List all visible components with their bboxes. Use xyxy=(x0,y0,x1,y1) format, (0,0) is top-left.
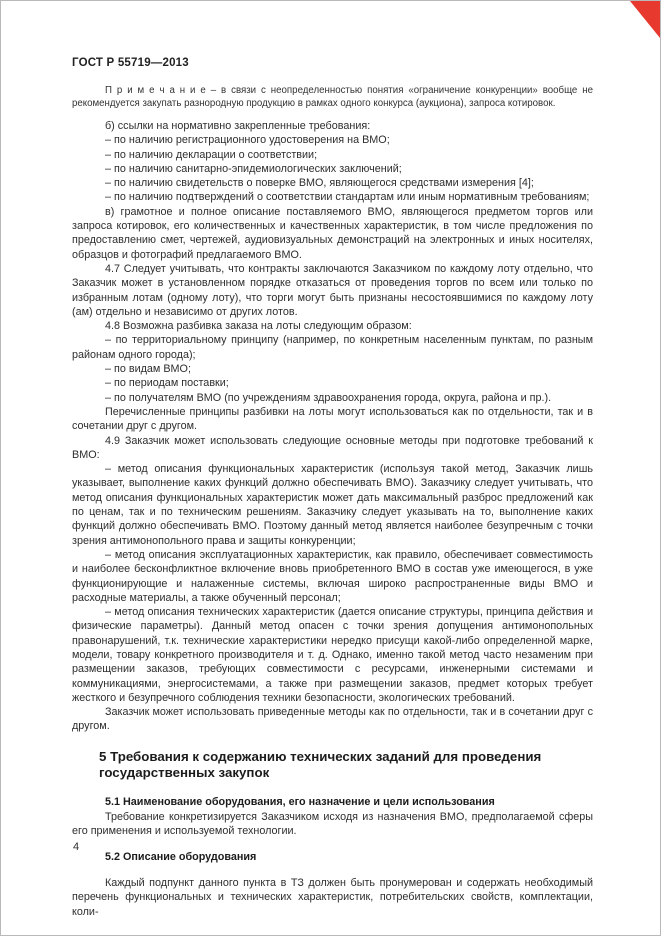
section-5-2-title: 5.2 Описание оборудования xyxy=(105,850,257,863)
ref-item: – по наличию подтверждений о соответствии стандартам или иным нормативным требованиям; xyxy=(105,191,590,204)
ref-item: – по наличию регистрационного удостоверения на ВМО; xyxy=(105,134,390,147)
ref-item: – по наличию санитарно-эпидемиологических заключений; xyxy=(105,162,402,175)
method-item: – метод описания эксплуатационных характеристик, как правило, обеспечивает совместимость и наиболее бесконфликтное включение вновь приобретенного ВМО в состав уже имеющегося, в уже функционирующие и налаженные системы, включая широко распространенные виды ВМО и расходные материалы, а также обученный персонал; xyxy=(72,548,593,604)
section-5-1-title: 5.1 Наименование оборудования, его назначение и цели использования xyxy=(105,795,495,808)
ref-item: – по наличию декларации о соответствии; xyxy=(105,148,318,161)
red-corner-marker-icon xyxy=(630,1,660,38)
clause-b: б) ссылки на нормативно закрепленные требования: xyxy=(105,120,371,132)
methods-combine-paragraph: Заказчик может использовать приведенные методы как по отдельности, так и в сочетании друг с другом. xyxy=(72,706,593,733)
ref-item: – по наличию свидетельств о поверке ВМО, являющегося средствами измерения [4]; xyxy=(105,177,534,190)
document-number: ГОСТ Р 55719—2013 xyxy=(72,57,189,69)
section-5-1-text: Требование конкретизируется Заказчиком исходя из назначения ВМО, предполагаемой сферы его применения и используемой технологии. xyxy=(72,811,593,838)
paragraph-4-8: 4.8 Возможна разбивка заказа на лоты следующим образом: xyxy=(105,320,412,333)
page-content xyxy=(72,57,593,919)
lot-item: – по видам ВМО; xyxy=(105,363,191,376)
lots-combine-paragraph: Перечисленные принципы разбивки на лоты могут использоваться как по отдельности, так и в сочетании друг с другом. xyxy=(72,405,593,433)
section-5-2-text: Каждый подпункт данного пункта в ТЗ должен быть пронумерован и содержать необходимый перечень функциональных и технических характеристик, потребительских свойств, комплектации, коли- xyxy=(72,876,593,918)
lot-item: – по периодам поставки; xyxy=(105,377,229,390)
method-item: – метод описания функциональных характеристик (используя такой метод, Заказчик лишь указывает, выполнение каких функций должно обеспечивать ВМО). Заказчику следует учитывать, что метод описания функциональных характеристик может дать максимальный разброс предложений как по ценам, так и по техническим решениям. Заказчику следует указывать на то, выполнение каких функций должно обеспечивать ВМО. Поэтому данный метод является наиболее безупречным с точки зрения антимонопольного права и защиты конкуренции; xyxy=(72,463,593,547)
clause-v: в) грамотное и полное описание поставляемого ВМО, являющегося предметом торгов или запроса котировок, его количественных и качественных характеристик, в том числе предложения по предоставлению смет, чертежей, аудиовизуальных демонстраций на электронных и иных носителях, образцов и фотографий предлагаемого ВМО. xyxy=(72,205,593,261)
lot-item: – по получателям ВМО (по учреждениям здравоохранения города, округа, района и пр.). xyxy=(105,391,552,404)
note-paragraph: П р и м е ч а н и е – в связи с неопределенностью понятия «ограничение конкуренции» вообще не рекомендуется закупать разнородную продукцию в рамках одного конкурса (аукциона), запроса котировок. xyxy=(72,85,593,109)
lot-item: – по территориальному принципу (например, по конкретным населенным пунктам, по разным районам одного города); xyxy=(72,334,593,361)
page-number: 4 xyxy=(73,841,80,853)
section-5-title: 5 Требования к содержанию технических заданий для проведения государственных закупок xyxy=(99,748,542,781)
paragraph-4-7: 4.7 Следует учитывать, что контракты заключаются Заказчиком по каждому лоту отдельно, что Заказчик может в установленном порядке отказаться от проведения торгов по всем или только по избранным лотам (одному лоту), что торги могут быть признаны несостоявшимися по каждому лоту (ам) отдельно и независимо от других лотов. xyxy=(72,262,593,318)
method-item: – метод описания технических характеристик (дается описание структуры, принципа действия и физические параметры). Данный метод опасен с точки зрения допущения антимонопольных правонарушений, т.к. технические характеристики нередко присущи какой-либо определенной марке, модели, товару конкретного производителя и т. д. Однако, именно такой метод часто незаменим при размещении заказов, требующих совместимости с ресурсами, инженерными системами и коммуникациями, энергосистемами, а также при размещении заказов, предмет которых требует жесткого и безупречного соблюдения техники безопасности, экологических требований. xyxy=(72,606,593,704)
paragraph-4-9: 4.9 Заказчик может использовать следующие основные методы при подготовке требований к ВМО: xyxy=(72,434,593,461)
